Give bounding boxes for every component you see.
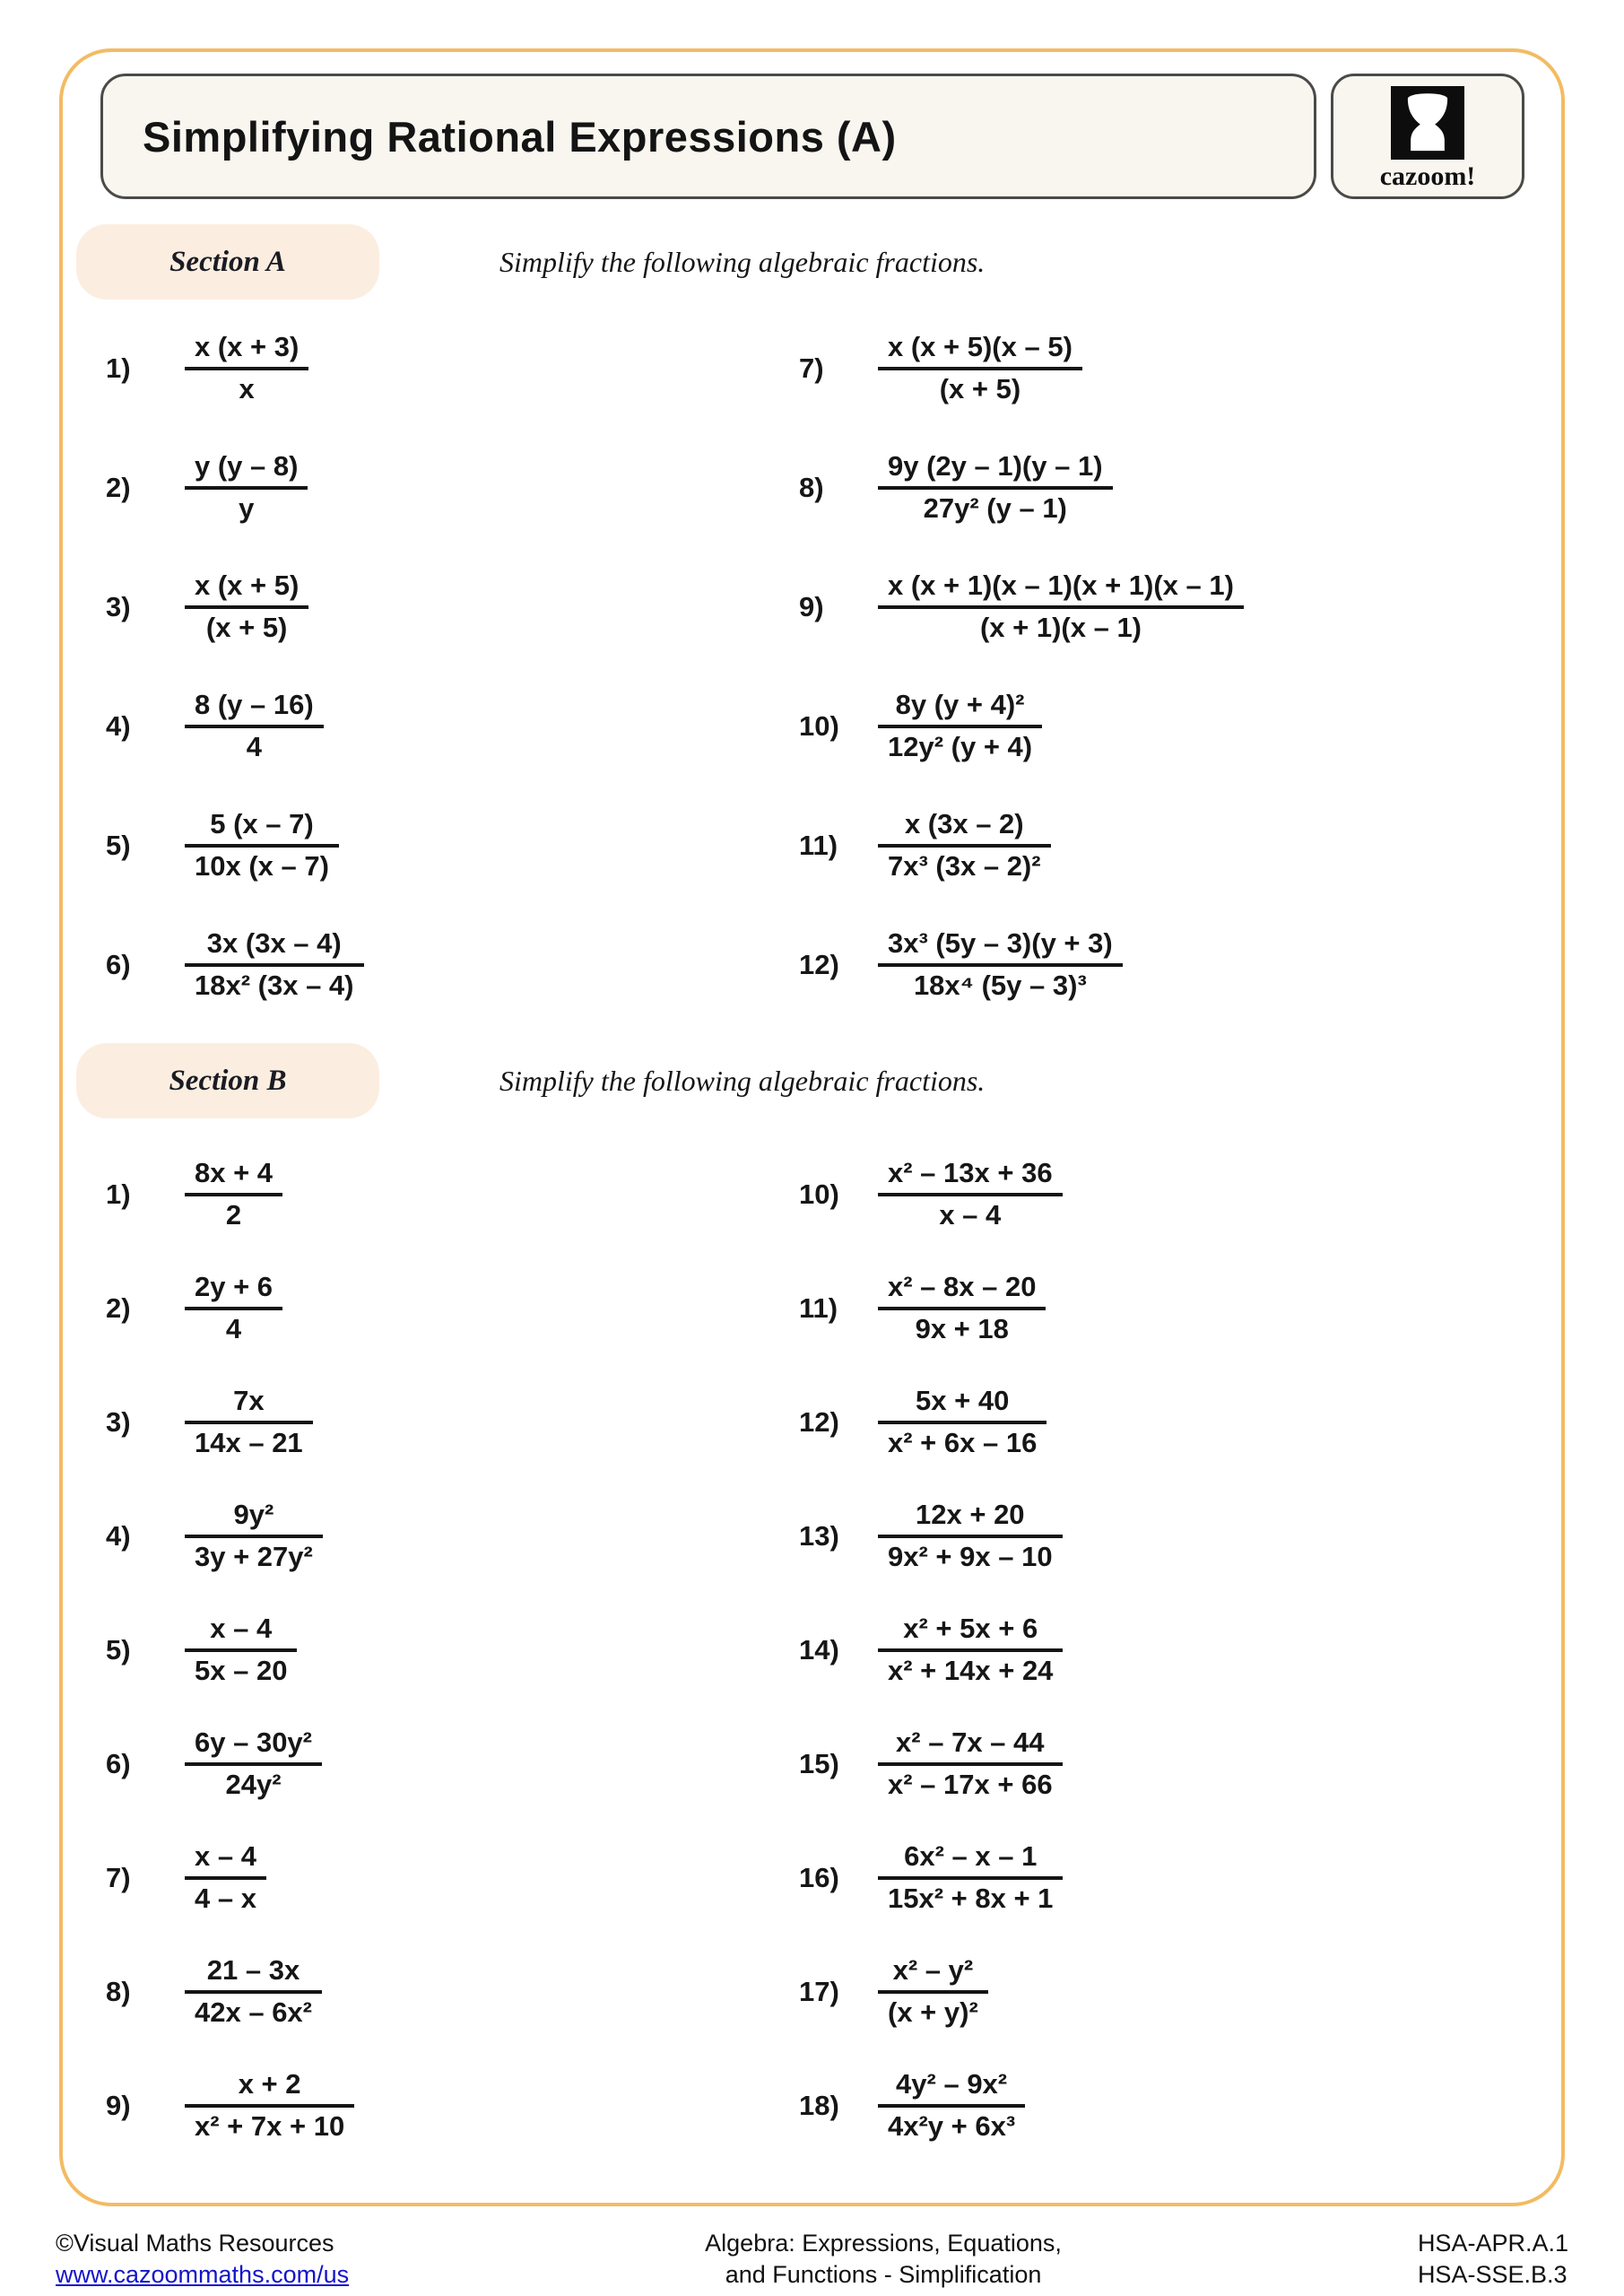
fraction — [878, 451, 1113, 524]
fraction-numerator: 12x + 20 — [916, 1498, 1025, 1530]
fraction-numerator: 9y² — [233, 1498, 274, 1530]
fraction-numerator: y (y – 8) — [195, 449, 299, 482]
fraction-denominator: (x + 1)(x – 1) — [979, 611, 1142, 643]
cazoom-logo-box — [1331, 74, 1524, 199]
problem-number: 3) — [106, 1405, 131, 1438]
fraction-bar — [878, 1876, 1063, 1880]
fraction-bar — [878, 2104, 1025, 2108]
fraction-denominator: (x + 5) — [205, 611, 288, 643]
fraction-denominator: 18x⁴ (5y – 3)³ — [913, 969, 1087, 1001]
fraction — [878, 1727, 1063, 1800]
cazoom-logo-text: cazoom! — [1379, 161, 1476, 191]
fraction-bar — [878, 486, 1113, 490]
footer — [56, 2228, 1568, 2290]
problem-b-4 — [106, 1479, 799, 1593]
problem-a-9 — [799, 547, 1509, 666]
section-b-header — [76, 1043, 985, 1118]
standard-code-1: HSA-APR.A.1 — [1417, 2230, 1568, 2257]
fraction — [878, 809, 1051, 882]
fraction-denominator: x² + 7x + 10 — [195, 2109, 345, 2142]
problem-b-8 — [106, 1935, 799, 2048]
section-a-label: Section A — [169, 245, 286, 278]
fraction-denominator: x² + 6x – 16 — [888, 1426, 1038, 1458]
fraction-bar — [878, 725, 1042, 728]
fraction-numerator: 8 (y – 16) — [195, 688, 314, 720]
fraction-bar — [185, 1535, 323, 1538]
fraction — [185, 928, 364, 1001]
cazoom-url-link[interactable]: www.cazoommaths.com/us — [56, 2260, 350, 2288]
fraction-numerator: x – 4 — [195, 1839, 256, 1872]
fraction — [185, 690, 324, 762]
fraction-bar — [185, 1307, 282, 1310]
problem-b-14 — [799, 1593, 1509, 1707]
problem-b-9 — [106, 2048, 799, 2162]
problem-b-1 — [106, 1137, 799, 1251]
fraction-numerator: 5x + 40 — [916, 1384, 1010, 1416]
problem-a-12 — [799, 905, 1509, 1024]
problem-number: 16) — [799, 1861, 839, 1893]
fraction-denominator: 14x – 21 — [195, 1426, 303, 1458]
problem-b-15 — [799, 1707, 1509, 1821]
fraction-numerator: 9y (2y – 1)(y – 1) — [888, 449, 1103, 482]
fraction-numerator: 3x³ (5y – 3)(y + 3) — [888, 926, 1113, 959]
problem-number: 18) — [799, 2089, 839, 2121]
fraction-bar — [185, 2104, 354, 2108]
fraction-numerator: x (x + 3) — [195, 330, 300, 362]
fraction-denominator: 10x (x – 7) — [195, 849, 329, 882]
fraction — [878, 1955, 988, 2028]
fraction — [185, 809, 339, 882]
section-b-instruction: Simplify the following algebraic fractions. — [499, 1064, 986, 1097]
worksheet-header — [100, 74, 1524, 199]
fraction-numerator: 6x² – x – 1 — [904, 1839, 1038, 1872]
fraction-bar — [185, 367, 308, 370]
fraction-numerator: 3x (3x – 4) — [206, 926, 342, 959]
footer-standards — [1418, 2228, 1568, 2290]
fraction — [185, 332, 308, 404]
footer-attribution — [56, 2228, 349, 2290]
fraction — [185, 1613, 297, 1686]
problem-number: 1) — [106, 352, 131, 384]
fraction — [878, 1158, 1063, 1231]
problem-number: 13) — [799, 1519, 839, 1552]
problem-number: 9) — [799, 590, 824, 622]
cazoom-drum-icon — [1391, 86, 1464, 160]
fraction-bar — [878, 844, 1051, 848]
fraction-numerator: x² + 5x + 6 — [903, 1612, 1038, 1644]
problem-number: 5) — [106, 1633, 131, 1665]
problem-number: 9) — [106, 2089, 131, 2121]
problem-number: 8) — [106, 1975, 131, 2007]
fraction-denominator: 2 — [225, 1198, 242, 1231]
section-b-pill — [76, 1043, 379, 1118]
fraction — [185, 1841, 266, 1914]
problem-number: 7) — [106, 1861, 131, 1893]
topic-line-2: and Functions - Simplification — [725, 2260, 1042, 2288]
fraction — [878, 332, 1082, 404]
fraction-bar — [878, 1648, 1063, 1652]
fraction — [878, 570, 1244, 643]
problem-number: 15) — [799, 1747, 839, 1779]
fraction-denominator: (x + y)² — [888, 1996, 978, 2028]
problem-number: 10) — [799, 709, 839, 742]
section-b-label: Section B — [169, 1064, 287, 1097]
fraction — [185, 1955, 322, 2028]
problem-number: 4) — [106, 709, 131, 742]
fraction-numerator: x² – 13x + 36 — [888, 1156, 1053, 1188]
fraction-numerator: x + 2 — [238, 2067, 301, 2100]
section-a-pill — [76, 224, 379, 300]
problem-number: 11) — [799, 829, 838, 861]
fraction-bar — [878, 1193, 1063, 1196]
fraction — [185, 451, 308, 524]
fraction-denominator: 9x² + 9x – 10 — [888, 1540, 1053, 1572]
fraction — [878, 1841, 1063, 1914]
problem-number: 2) — [106, 471, 131, 503]
fraction-bar — [878, 605, 1244, 609]
fraction-denominator: 18x² (3x – 4) — [195, 969, 354, 1001]
fraction-bar — [878, 1421, 1046, 1424]
problem-b-10 — [799, 1137, 1509, 1251]
problem-a-3 — [106, 547, 799, 666]
fraction-bar — [878, 367, 1082, 370]
fraction-numerator: 21 – 3x — [206, 1953, 300, 1986]
fraction-numerator: x (x + 1)(x – 1)(x + 1)(x – 1) — [888, 569, 1234, 601]
problem-a-5 — [106, 786, 799, 905]
problem-number: 4) — [106, 1519, 131, 1552]
fraction — [185, 1158, 282, 1231]
fraction-denominator: 12y² (y + 4) — [888, 730, 1033, 762]
fraction-numerator: 2y + 6 — [195, 1270, 274, 1302]
fraction-denominator: 27y² (y – 1) — [923, 491, 1067, 524]
fraction-bar — [185, 725, 324, 728]
fraction-numerator: x (x + 5) — [195, 569, 300, 601]
fraction-bar — [878, 1762, 1063, 1766]
fraction-bar — [185, 1762, 322, 1766]
fraction-denominator: x² + 14x + 24 — [888, 1654, 1054, 1686]
problem-number: 12) — [799, 948, 839, 980]
problem-b-16 — [799, 1821, 1509, 1935]
fraction-denominator: 42x – 6x² — [195, 1996, 312, 2028]
problem-number: 8) — [799, 471, 824, 503]
fraction — [878, 2069, 1025, 2142]
fraction-bar — [878, 963, 1123, 967]
fraction-numerator: x – 4 — [210, 1612, 273, 1644]
section-b-problems — [106, 1137, 1509, 2162]
fraction — [878, 1613, 1063, 1686]
problem-b-17 — [799, 1935, 1509, 2048]
problem-number: 1) — [106, 1178, 131, 1210]
fraction-numerator: 4y² – 9x² — [896, 2067, 1008, 2100]
fraction-denominator: y — [239, 491, 255, 524]
problem-b-5 — [106, 1593, 799, 1707]
fraction-numerator: 7x — [233, 1384, 265, 1416]
fraction-numerator: x² – y² — [892, 1953, 974, 1986]
fraction-bar — [185, 1876, 266, 1880]
fraction — [878, 1500, 1063, 1572]
fraction-bar — [185, 486, 308, 490]
problem-b-6 — [106, 1707, 799, 1821]
fraction — [185, 1272, 282, 1344]
fraction-numerator: 8y (y + 4)² — [895, 688, 1025, 720]
fraction-denominator: (x + 5) — [939, 372, 1021, 404]
problem-number: 11) — [799, 1292, 838, 1324]
fraction-numerator: x (3x – 2) — [904, 807, 1024, 839]
fraction-numerator: x² – 8x – 20 — [888, 1270, 1037, 1302]
fraction-bar — [185, 1648, 297, 1652]
fraction-numerator: x² – 7x – 44 — [896, 1726, 1045, 1758]
fraction-denominator: 4 — [246, 730, 262, 762]
problem-number: 3) — [106, 590, 131, 622]
fraction-denominator: 24y² — [225, 1768, 282, 1800]
problem-number: 7) — [799, 352, 824, 384]
fraction-bar — [878, 1307, 1046, 1310]
problem-b-12 — [799, 1365, 1509, 1479]
fraction-denominator: 4 — [225, 1312, 242, 1344]
standard-code-2: HSA-SSE.B.3 — [1417, 2260, 1568, 2288]
problem-a-6 — [106, 905, 799, 1024]
fraction-bar — [185, 1421, 313, 1424]
problem-b-3 — [106, 1365, 799, 1479]
problem-a-8 — [799, 428, 1509, 547]
fraction-bar — [185, 1990, 322, 1994]
fraction-bar — [878, 1535, 1063, 1538]
fraction-numerator: 5 (x – 7) — [210, 807, 314, 839]
problem-number: 12) — [799, 1405, 839, 1438]
problem-b-11 — [799, 1251, 1509, 1365]
fraction-denominator: 15x² + 8x + 1 — [888, 1882, 1054, 1914]
problem-b-2 — [106, 1251, 799, 1365]
fraction — [185, 1727, 322, 1800]
title-box — [100, 74, 1316, 199]
topic-line-1: Algebra: Expressions, Equations, — [705, 2230, 1062, 2257]
fraction-bar — [878, 1990, 988, 1994]
problem-number: 17) — [799, 1975, 839, 2007]
fraction-denominator: 5x – 20 — [195, 1654, 288, 1686]
fraction-numerator: 8x + 4 — [195, 1156, 274, 1188]
problem-a-7 — [799, 309, 1509, 428]
problem-b-13 — [799, 1479, 1509, 1593]
fraction — [185, 1500, 323, 1572]
fraction — [878, 928, 1123, 1001]
fraction-numerator: 6y – 30y² — [195, 1726, 312, 1758]
section-a-instruction: Simplify the following algebraic fractions. — [499, 245, 986, 278]
copyright-text: ©Visual Maths Resources — [56, 2230, 334, 2257]
fraction-bar — [185, 605, 308, 609]
problem-number: 2) — [106, 1292, 131, 1324]
fraction-numerator: x (x + 5)(x – 5) — [888, 330, 1073, 362]
fraction-denominator: 3y + 27y² — [195, 1540, 313, 1572]
problem-a-4 — [106, 666, 799, 786]
fraction — [878, 1272, 1046, 1344]
problem-number: 6) — [106, 948, 131, 980]
problem-number: 10) — [799, 1178, 839, 1210]
section-a-problems — [106, 309, 1509, 1024]
fraction-bar — [185, 1193, 282, 1196]
fraction-denominator: x – 4 — [939, 1198, 1002, 1231]
problem-b-18 — [799, 2048, 1509, 2162]
fraction — [185, 1386, 313, 1458]
problem-a-11 — [799, 786, 1509, 905]
fraction-denominator: x — [239, 372, 255, 404]
fraction-denominator: 9x + 18 — [915, 1312, 1009, 1344]
fraction — [185, 2069, 354, 2142]
fraction-denominator: 4 – x — [195, 1882, 256, 1914]
fraction — [185, 570, 308, 643]
fraction — [878, 690, 1042, 762]
problem-number: 5) — [106, 829, 131, 861]
problem-a-1 — [106, 309, 799, 428]
page-title: Simplifying Rational Expressions (A) — [143, 112, 897, 161]
problem-a-10 — [799, 666, 1509, 786]
fraction-denominator: 7x³ (3x – 2)² — [888, 849, 1041, 882]
footer-topic — [705, 2228, 1062, 2290]
section-a-header — [76, 224, 985, 300]
problem-a-2 — [106, 428, 799, 547]
problem-b-7 — [106, 1821, 799, 1935]
fraction — [878, 1386, 1046, 1458]
fraction-denominator: 4x²y + 6x³ — [888, 2109, 1016, 2142]
fraction-denominator: x² – 17x + 66 — [888, 1768, 1053, 1800]
problem-number: 6) — [106, 1747, 131, 1779]
fraction-bar — [185, 844, 339, 848]
problem-number: 14) — [799, 1633, 839, 1665]
fraction-bar — [185, 963, 364, 967]
